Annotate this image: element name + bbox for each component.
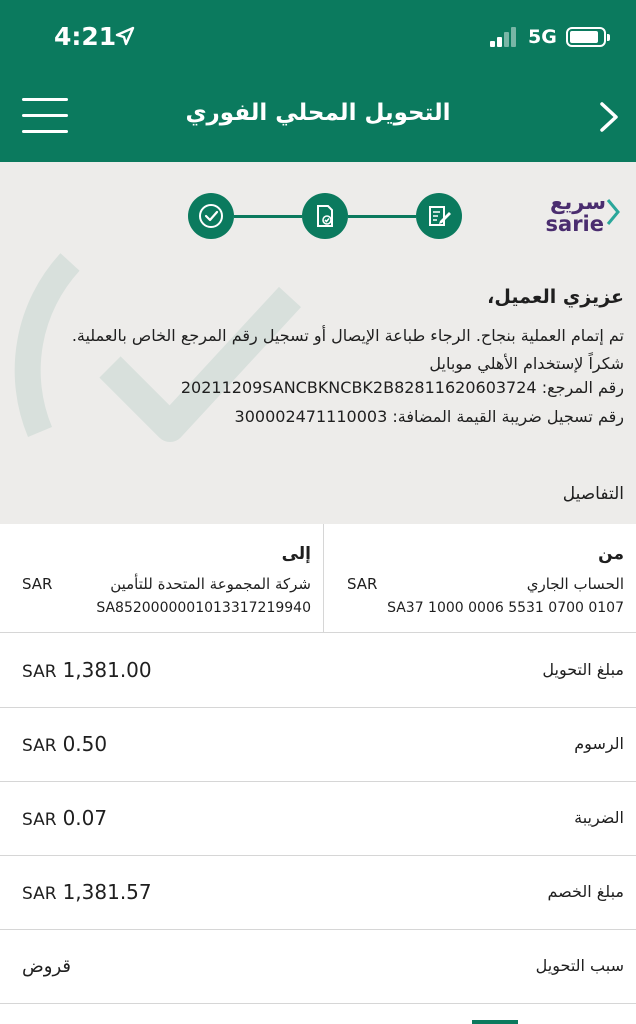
sarie-logo-latin: sarie <box>545 212 604 236</box>
vat-label: رقم تسجيل ضريبة القيمة المضافة: <box>392 407 624 426</box>
vat-number <box>235 407 624 426</box>
reason-label: سبب التحويل <box>535 956 624 975</box>
debit-amount-row <box>0 856 636 930</box>
transfer-reason-row <box>0 930 636 1004</box>
transfer-parties <box>0 524 636 633</box>
to-account <box>0 524 324 632</box>
from-account-name: الحساب الجاري <box>526 575 624 593</box>
row-value <box>22 880 152 904</box>
row-amount: 1,381.57 <box>62 880 152 904</box>
row-label: مبلغ التحويل <box>542 660 624 679</box>
to-iban: SA8520000001013317219940 <box>96 600 311 616</box>
back-chevron-icon[interactable] <box>596 100 622 134</box>
edit-form-icon <box>426 203 452 229</box>
stepper-connector <box>348 215 416 218</box>
row-value <box>22 732 107 756</box>
row-currency: SAR <box>22 736 57 756</box>
reason-value: قروض <box>22 956 71 977</box>
sarie-logo <box>538 190 620 236</box>
signal-icon <box>490 27 520 47</box>
to-currency: SAR <box>22 575 53 593</box>
stepper-connector <box>234 215 302 218</box>
row-currency: SAR <box>22 810 57 830</box>
vat-value: 300002471110003 <box>234 407 388 426</box>
location-arrow-icon <box>115 26 135 46</box>
row-amount: 1,381.00 <box>62 658 152 682</box>
row-value <box>22 658 152 682</box>
fees-row <box>0 708 636 782</box>
bottom-indicator <box>472 1020 518 1024</box>
reference-number <box>181 378 624 397</box>
reference-value: 20211209SANCBKNCBK2B82811620603724 <box>180 378 537 397</box>
from-label: من <box>598 544 624 564</box>
status-bar <box>0 0 636 64</box>
details-heading: التفاصيل <box>562 484 624 504</box>
from-currency: SAR <box>347 575 378 593</box>
row-amount: 0.50 <box>62 732 108 756</box>
to-label: إلى <box>281 544 311 564</box>
checkmark-icon <box>198 203 224 229</box>
battery-icon <box>566 27 606 47</box>
row-label: الرسوم <box>574 734 624 753</box>
to-account-name: شركة المجموعة المتحدة للتأمين <box>110 575 311 593</box>
step-complete <box>188 193 234 239</box>
from-iban: SA37 1000 0006 5531 0700 0107 <box>387 600 624 616</box>
progress-stepper <box>188 193 460 239</box>
from-account <box>325 524 636 632</box>
step-review <box>302 193 348 239</box>
reference-label: رقم المرجع: <box>541 378 624 397</box>
confirmation-panel <box>0 162 636 524</box>
success-message: تم إتمام العملية بنجاح. الرجاء طباعة الإيصال أو تسجيل رقم المرجع الخاص بالعملية. شكراً لإستخدام الأهلي موبايل <box>71 326 624 373</box>
step-form <box>416 193 462 239</box>
status-time: 4:21 <box>54 22 117 51</box>
network-type: 5G <box>528 26 557 48</box>
row-label: الضريبة <box>574 808 624 827</box>
row-currency: SAR <box>22 662 57 682</box>
row-label: مبلغ الخصم <box>547 882 624 901</box>
app-header <box>0 64 636 162</box>
sarie-logo-arabic: سريع <box>550 190 606 214</box>
sarie-logo-mark <box>606 198 620 226</box>
transfer-amount-row <box>0 634 636 708</box>
row-amount: 0.07 <box>62 806 108 830</box>
greeting: عزيزي العميل، <box>487 286 624 308</box>
tax-row <box>0 782 636 856</box>
row-currency: SAR <box>22 884 57 904</box>
page-title: التحويل المحلي الفوري <box>185 100 451 126</box>
row-value <box>22 806 107 830</box>
document-check-icon <box>312 203 338 229</box>
